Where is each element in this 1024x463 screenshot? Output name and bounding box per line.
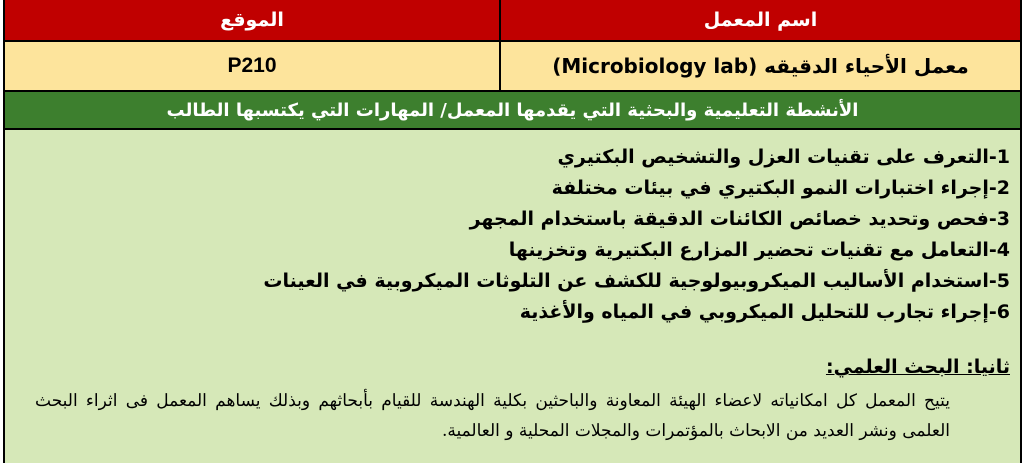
activities-body: [5, 130, 1020, 463]
list-item: 1-التعرف على تقنيات العزل والتشخيص البكتيري: [557, 146, 1010, 168]
research-paragraph: يتيح المعمل كل امكانياته لاعضاء الهيئة المعاونة والباحثين بكلية الهندسة للقيام بأبحاثهم وبذلك يساهم المعمل فى اثراء البحث العلمى ونشر العديد من الابحاث بالمؤتمرات والمجلات المحلية و العالمية.: [35, 391, 950, 441]
list-item: 3-فحص وتحديد خصائص الكائنات الدقيقة باستخدام المجهر: [469, 208, 1010, 230]
research-heading: ثانيا: البحث العلمي:: [825, 356, 1010, 378]
lab-info-row: [5, 42, 1020, 92]
list-item: 5-استخدام الأساليب الميكروبيولوجية للكشف عن التلوثات الميكروبية في العينات: [263, 270, 1010, 292]
lab-name-text: معمل الأحياء الدقيقه (Microbiology lab): [552, 54, 969, 78]
activities-section-title: [5, 92, 1020, 130]
lab-info-table: [3, 0, 1022, 463]
location-value: P210: [5, 42, 501, 90]
lab-name-value: [501, 42, 1020, 90]
section-title-text: الأنشطة التعليمية والبحثية التي يقدمها المعمل/ المهارات التي يكتسبها الطالب: [166, 99, 859, 121]
table-header-row: [5, 0, 1020, 42]
lab-name-header: اسم المعمل: [703, 9, 818, 31]
location-header: الموقع: [5, 0, 501, 40]
list-item: 6-إجراء تجارب للتحليل الميكروبي في المياه والأغذية: [519, 301, 1010, 323]
list-item: 4-التعامل مع تقنيات تحضير المزارع البكتيرية وتخزينها: [508, 239, 1010, 261]
activities-list: [263, 142, 1010, 328]
list-item: 2-إجراء اختبارات النمو البكتيري في بيئات مختلفة: [551, 177, 1010, 199]
